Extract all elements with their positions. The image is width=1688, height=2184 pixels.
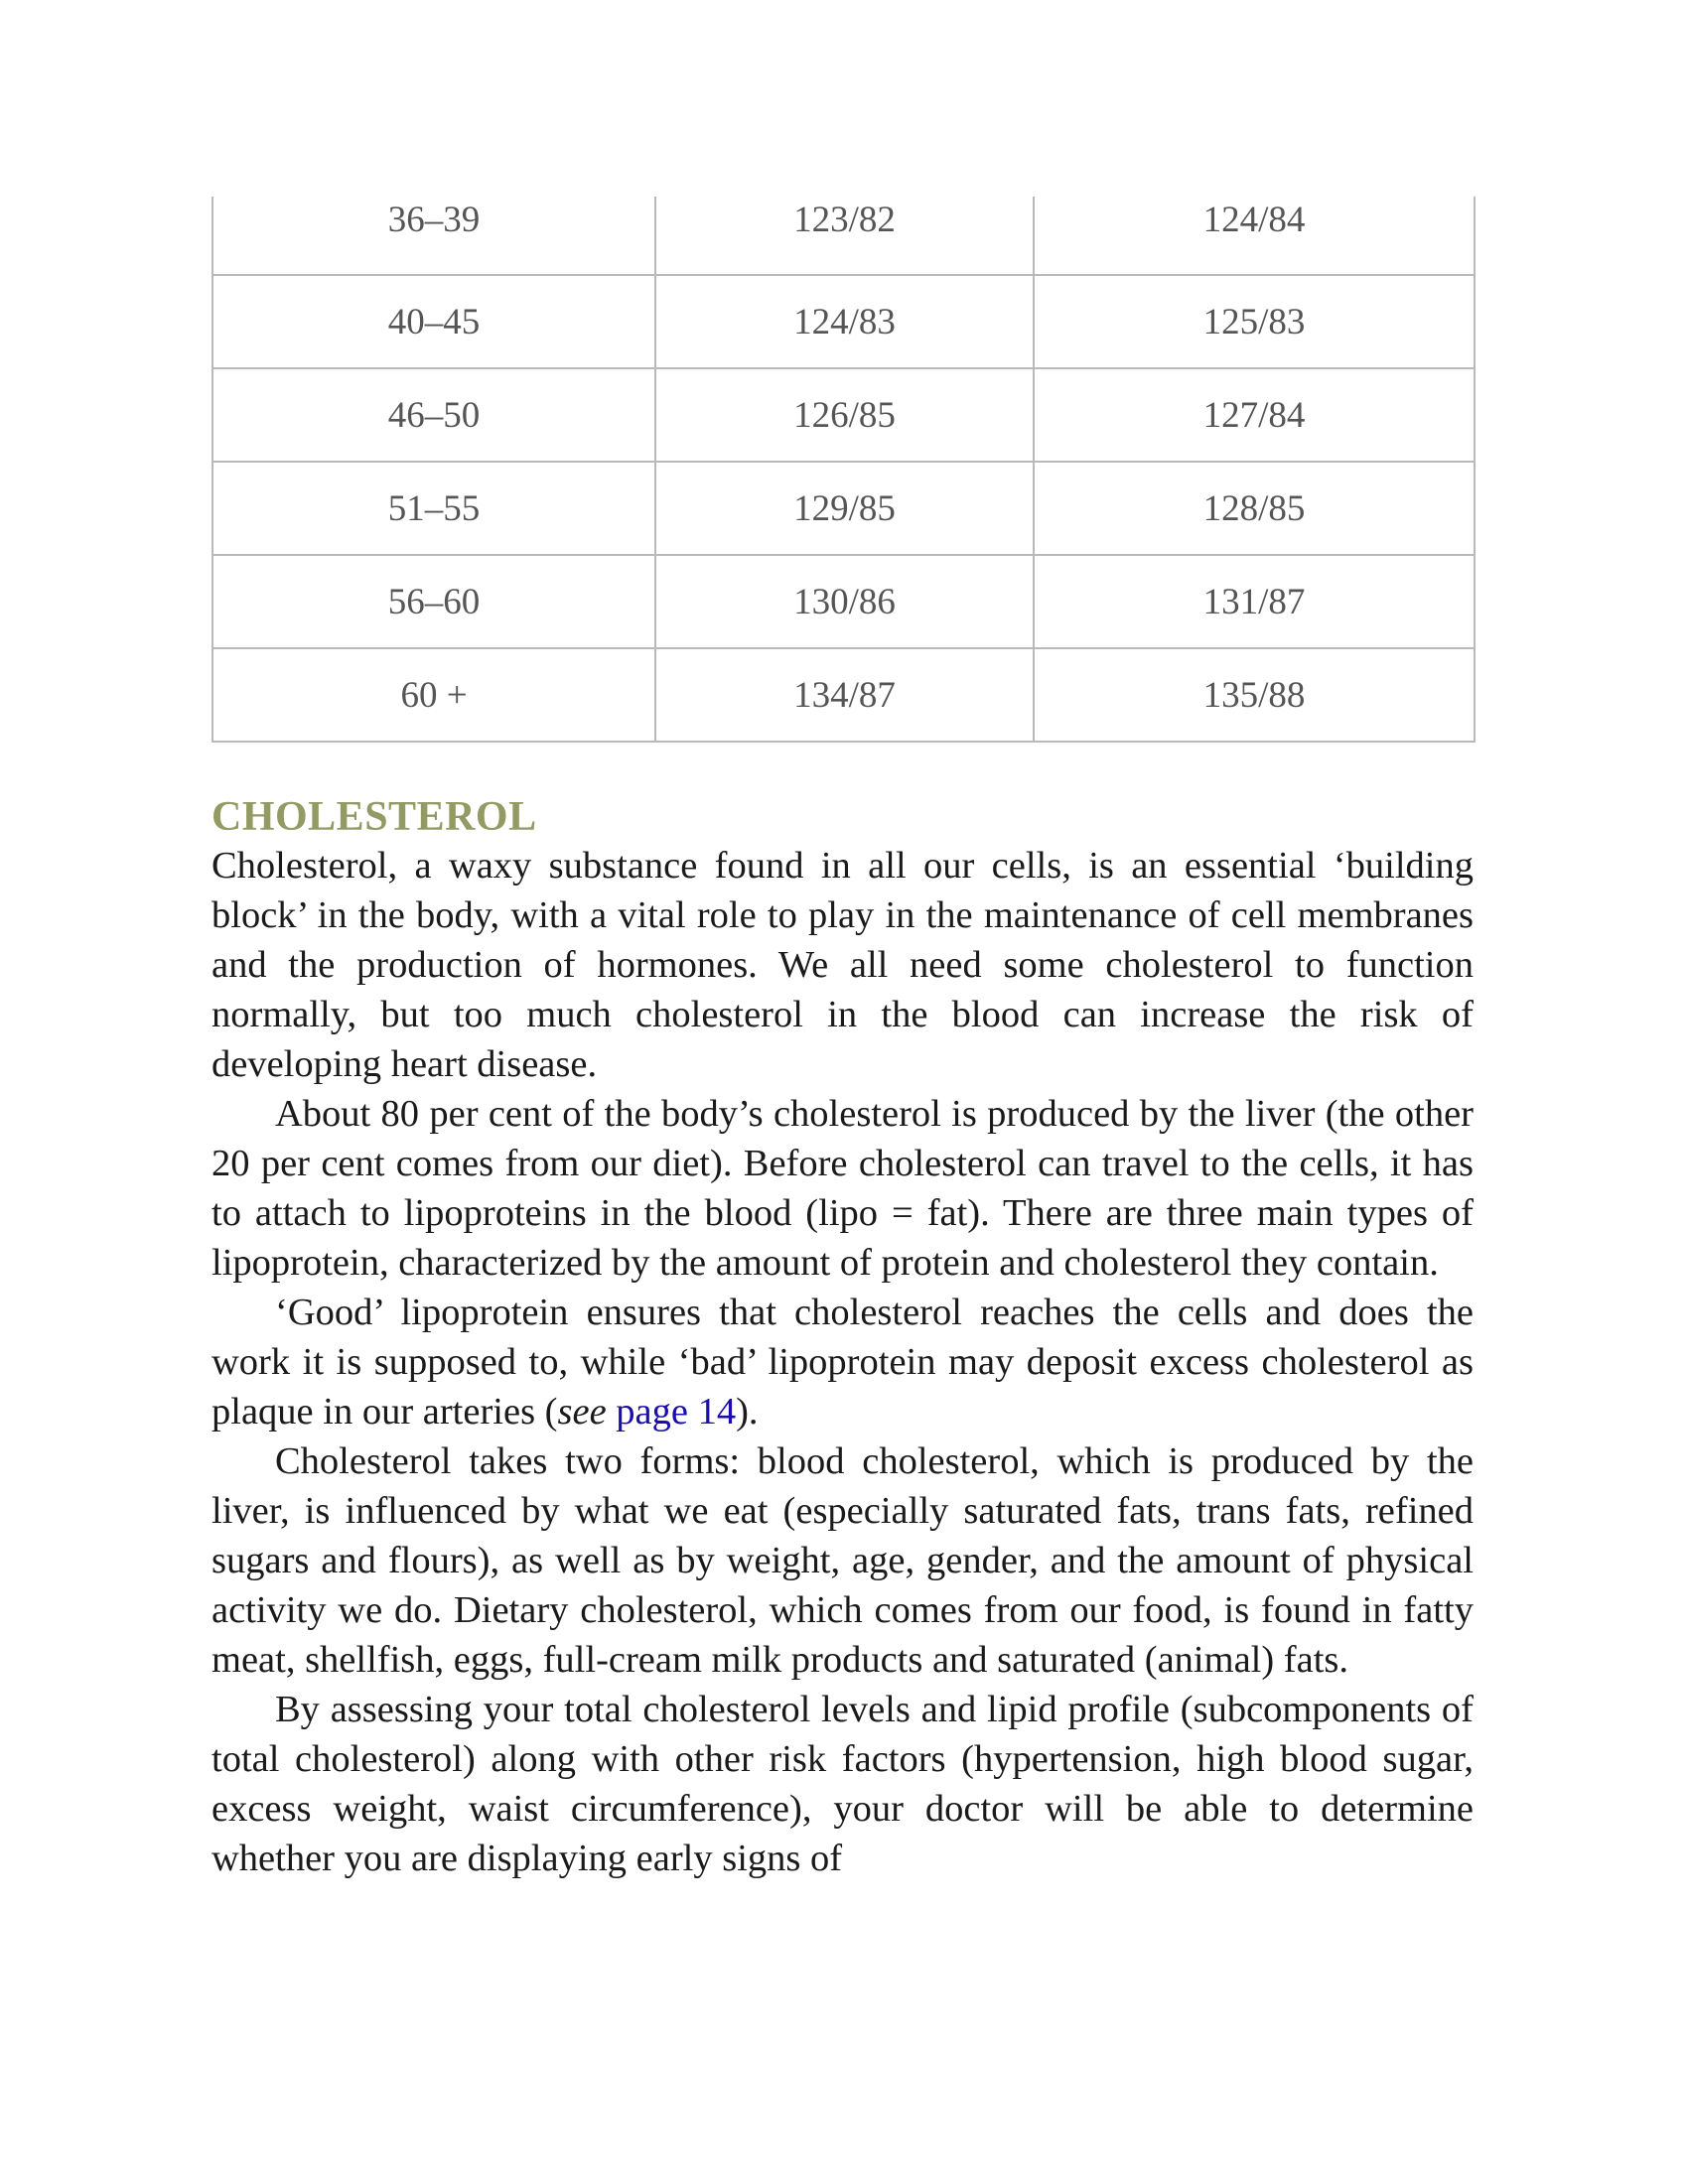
table-cell-age: 56–60 [212, 555, 655, 648]
paragraph [211, 1288, 1474, 1436]
paragraph: Cholesterol takes two forms: blood cholesterol, which is produced by the liver, is influenced by what we eat (especially saturated fats, trans fats, refined sugars and flours), as well as by weight, age, gender, and the amount of physical activity we do. Dietary cholesterol, which comes from our food, is found in fatty meat, shellfish, eggs, full-cream milk products and saturated (animal) fats. [211, 1440, 1474, 1681]
paragraph: Cholesterol, a waxy substance found in all our cells, is an essential ‘building block’ in the body, with a vital role to play in the maintenance of cell membranes and the production of hormones. We all need some cholesterol to function normally, but too much cholesterol in the blood can increase the risk of developing heart disease. [211, 845, 1474, 1085]
table-row [212, 648, 1475, 742]
section-heading: CHOLESTEROL [211, 794, 537, 840]
table-row [212, 197, 1475, 275]
table-row [212, 368, 1475, 462]
table-cell-value: 124/83 [655, 275, 1034, 368]
space [607, 1391, 617, 1433]
table-cell-value: 126/85 [655, 368, 1034, 462]
table-cell-value: 127/84 [1034, 368, 1475, 462]
table-cell-value: 130/86 [655, 555, 1034, 648]
body-text [211, 841, 1474, 1883]
table-cell-age: 46–50 [212, 368, 655, 462]
paragraph: By assessing your total cholesterol levels and lipid profile (subcomponents of total cholesterol) along with other risk factors (hypertension, high blood sugar, excess weight, waist circumference), your doctor will be able to determine whether you are displaying early signs of [211, 1689, 1474, 1879]
table-row [212, 462, 1475, 555]
table-cell-age: 36–39 [212, 197, 655, 275]
table-cell-value: 131/87 [1034, 555, 1475, 648]
blood-pressure-table [211, 197, 1476, 743]
table-cell-value: 135/88 [1034, 648, 1475, 742]
page [211, 197, 1474, 1883]
paragraph-text: ‘Good’ lipoprotein ensures that cholesterol reaches the cells and does the work it is supposed to, while ‘bad’ lipoprotein may deposit excess cholesterol as plaque in our arteries ( [211, 1292, 1474, 1433]
table-cell-value: 128/85 [1034, 462, 1475, 555]
table-cell-value: 125/83 [1034, 275, 1475, 368]
table-cell-age: 60 + [212, 648, 655, 742]
page-reference-link[interactable]: page 14 [616, 1391, 737, 1433]
table-cell-value: 129/85 [655, 462, 1034, 555]
table-cell-value: 124/84 [1034, 197, 1475, 275]
paragraph: About 80 per cent of the body’s cholesterol is produced by the liver (the other 20 per cent comes from our diet). Before cholesterol can travel to the cells, it has to attach to lipoproteins in the blood (lipo = fat). There are three main types of lipoprotein, characterized by the amount of protein and cholesterol they contain. [211, 1093, 1474, 1284]
table-row [212, 555, 1475, 648]
table-cell-age: 51–55 [212, 462, 655, 555]
table-cell-age: 40–45 [212, 275, 655, 368]
table-cell-value: 134/87 [655, 648, 1034, 742]
see-reference: see [557, 1391, 607, 1433]
paragraph-text: ). [736, 1391, 759, 1433]
table-row [212, 275, 1475, 368]
table-cell-value: 123/82 [655, 197, 1034, 275]
